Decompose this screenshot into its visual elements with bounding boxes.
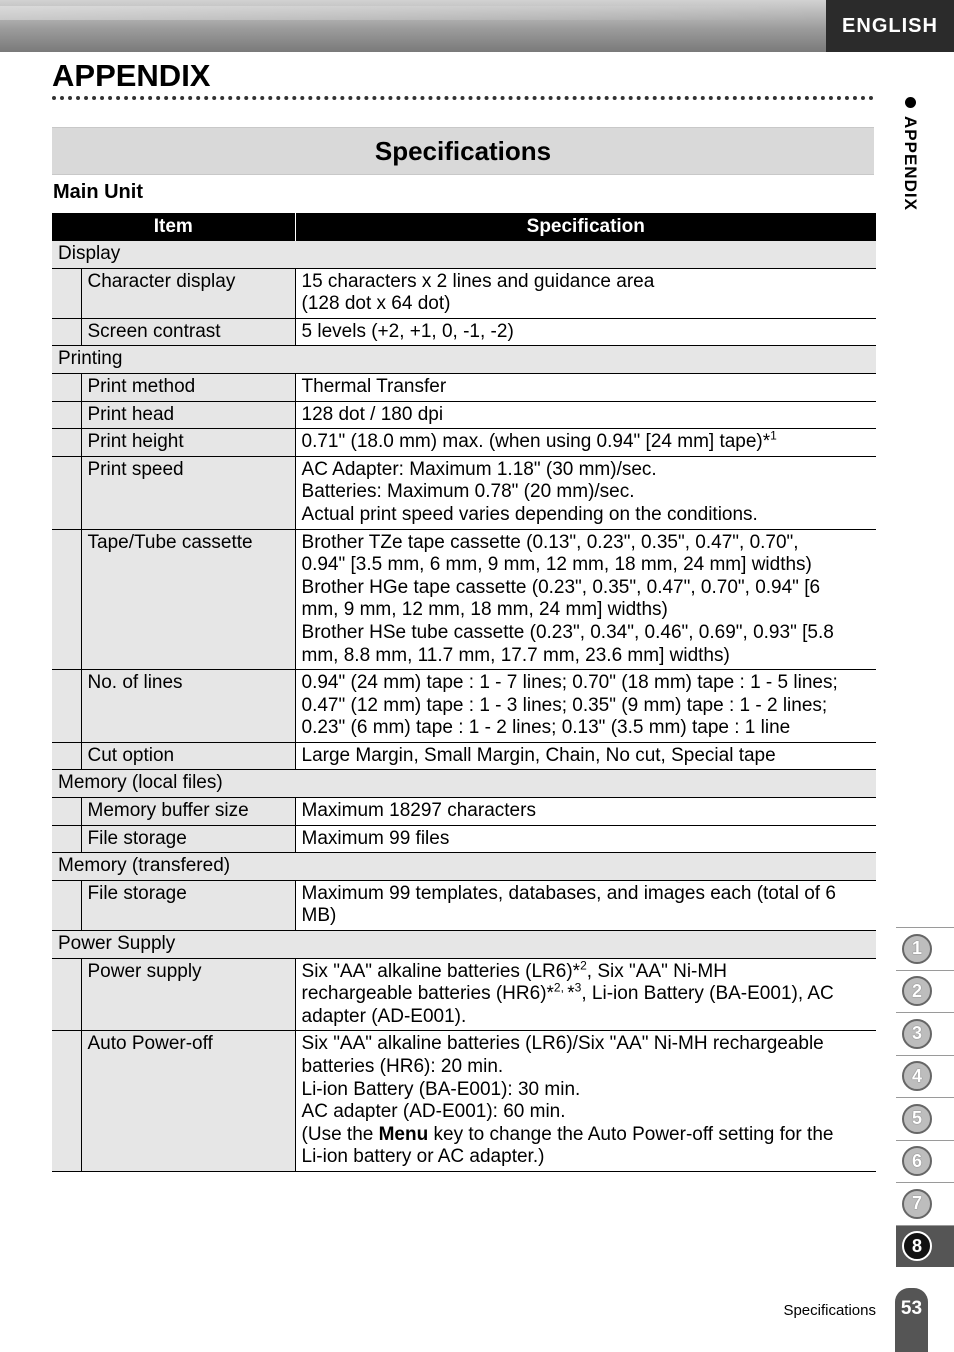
table-row [52,825,876,853]
chapter-number-icon: 3 [902,1019,932,1049]
specification-cell: Six "AA" alkaline batteries (LR6)/Six "AA" Ni-MH rechargeable batteries (HR6): 20 min. Li-ion Battery (BA-E001): 30 min. AC adapter (AD-E001): 60 min. (Use the Menu key to change the Auto Power-off setting for the Li-ion battery or AC adapter.) [295,1031,876,1172]
table-header-row [52,213,876,241]
row-indent [52,373,81,401]
chapter-tab-1[interactable] [896,927,954,970]
row-indent [52,401,81,429]
chapter-tab-8[interactable] [896,1225,954,1268]
row-indent [52,429,81,457]
item-cell: Print method [81,373,295,401]
specification-cell: Large Margin, Small Margin, Chain, No cut, Special tape [295,742,876,770]
category-row [52,931,876,959]
specification-cell: Maximum 99 templates, databases, and images each (total of 6 MB) [295,880,876,930]
column-header-specification: Specification [295,213,876,241]
chapter-number-icon: 8 [902,1231,932,1261]
row-indent [52,670,81,743]
item-cell: Print head [81,401,295,429]
category-row [52,346,876,374]
table-row [52,318,876,346]
row-indent [52,798,81,826]
table-row [52,880,876,930]
row-indent [52,742,81,770]
category-label: Printing [52,346,876,374]
chapter-tab-5[interactable] [896,1097,954,1140]
specification-cell: AC Adapter: Maximum 1.18" (30 mm)/sec. Batteries: Maximum 0.78" (20 mm)/sec. Actual print speed varies depending on the conditions. [295,456,876,529]
specification-cell: Brother TZe tape cassette (0.13", 0.23", 0.35", 0.47", 0.70", 0.94" [3.5 mm, 6 mm, 9 mm, 12 mm, 18 mm, 24 mm] widths) Brother HGe tape cassette (0.23", 0.35", 0.47", 0.70", 0.94" [6 mm, 9 mm, 12 mm, 18 mm, 24 mm] widths) Brother HSe tube cassette (0.23", 0.34", 0.46", 0.69", 0.93" [5.8 mm, 8.8 mm, 11.7 mm, 17.7 mm, 23.6 mm] widths) [295,529,876,670]
item-cell: Character display [81,268,295,318]
specification-cell: 128 dot / 180 dpi [295,401,876,429]
item-cell: Print speed [81,456,295,529]
specification-cell: 5 levels (+2, +1, 0, -1, -2) [295,318,876,346]
row-indent [52,880,81,930]
item-cell: Screen contrast [81,318,295,346]
bullet-icon [905,97,916,108]
row-indent [52,529,81,670]
specification-cell: 0.94" (24 mm) tape : 1 - 7 lines; 0.70" (18 mm) tape : 1 - 5 lines; 0.47" (12 mm) tape : 1 - 3 lines; 0.35" (9 mm) tape : 1 - 2 lines; 0.23" (6 mm) tape : 1 - 2 lines; 0.13" (3.5 mm) tape : 1 line [295,670,876,743]
language-tab: ENGLISH [826,0,954,52]
category-row [52,241,876,268]
category-label: Memory (local files) [52,770,876,798]
table-row [52,529,876,670]
page-title: APPENDIX [52,58,211,93]
table-body [52,241,876,1171]
row-indent [52,958,81,1031]
chapter-number-icon: 7 [902,1189,932,1219]
table-row [52,742,876,770]
row-indent [52,318,81,346]
table-row [52,798,876,826]
table-row [52,429,876,457]
category-row [52,853,876,881]
chapter-tabs [896,927,954,1267]
table-row [52,456,876,529]
chapter-number-icon: 4 [902,1061,932,1091]
category-label: Memory (transfered) [52,853,876,881]
specification-cell: Maximum 18297 characters [295,798,876,826]
category-row [52,770,876,798]
column-header-item: Item [52,213,295,241]
item-cell: Auto Power-off [81,1031,295,1172]
item-cell: Cut option [81,742,295,770]
item-cell: No. of lines [81,670,295,743]
item-cell: Tape/Tube cassette [81,529,295,670]
category-label: Power Supply [52,931,876,959]
table-row [52,958,876,1031]
chapter-number-icon: 5 [902,1104,932,1134]
subsection-title: Main Unit [53,181,143,203]
table-row [52,268,876,318]
specification-cell: Six "AA" alkaline batteries (LR6)*$^2$, Six "AA" Ni-MH rechargeable batteries (HR6)*$^{2,}$ *$^3$, Li-ion Battery (BA-E001), AC adapter (AD-E001). [295,958,876,1031]
title-divider [52,96,874,100]
category-label: Display [52,241,876,268]
row-indent [52,268,81,318]
chapter-tab-7[interactable] [896,1182,954,1225]
specification-cell: Thermal Transfer [295,373,876,401]
side-section-label: APPENDIX [901,116,920,211]
specification-cell: Maximum 99 files [295,825,876,853]
footer-section-label: Specifications [783,1302,876,1319]
chapter-number-icon: 6 [902,1146,932,1176]
section-banner: Specifications [52,127,874,175]
spec-table-container [52,213,876,1172]
chapter-tab-3[interactable] [896,1012,954,1055]
header-band [0,0,826,52]
spec-table [52,213,876,1172]
chapter-tab-2[interactable] [896,970,954,1013]
menu-key-label: Menu [378,1123,429,1145]
row-indent [52,456,81,529]
chapter-tab-6[interactable] [896,1140,954,1183]
table-row [52,670,876,743]
table-row [52,373,876,401]
chapter-number-icon: 2 [902,976,932,1006]
item-cell: File storage [81,880,295,930]
item-cell: Print height [81,429,295,457]
row-indent [52,825,81,853]
item-cell: File storage [81,825,295,853]
table-row [52,401,876,429]
specification-cell: 15 characters x 2 lines and guidance area (128 dot x 64 dot) [295,268,876,318]
chapter-number-icon: 1 [902,934,932,964]
row-indent [52,1031,81,1172]
page-number: 53 [895,1288,928,1352]
item-cell: Power supply [81,958,295,1031]
item-cell: Memory buffer size [81,798,295,826]
specification-cell: 0.71" (18.0 mm) max. (when using 0.94" [24 mm] tape)*$^1$ [295,429,876,457]
table-row [52,1031,876,1172]
chapter-tab-4[interactable] [896,1055,954,1098]
